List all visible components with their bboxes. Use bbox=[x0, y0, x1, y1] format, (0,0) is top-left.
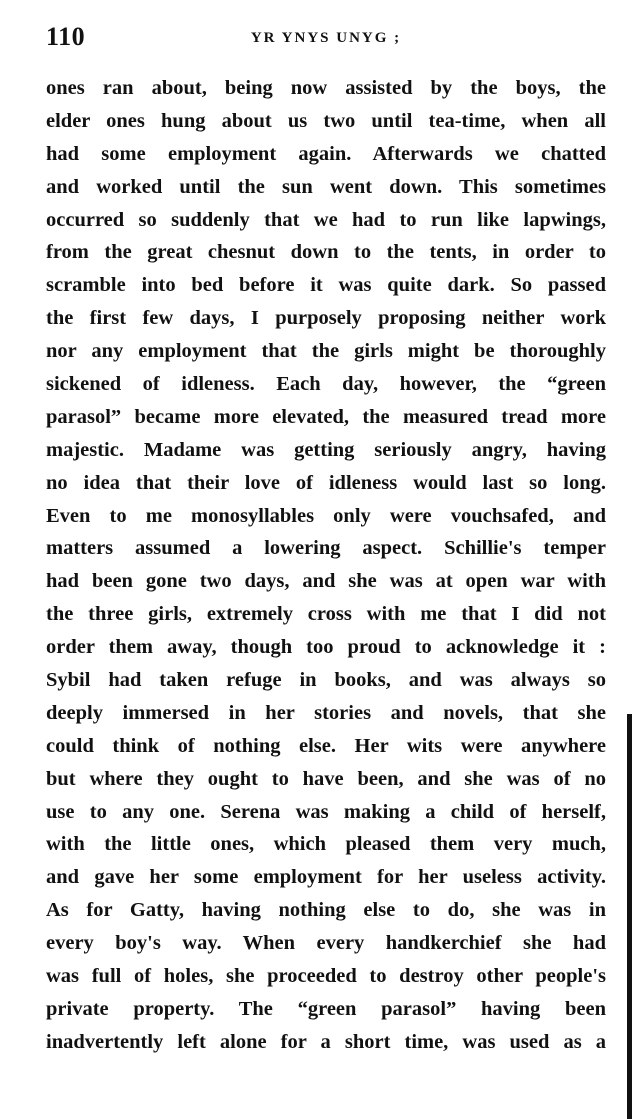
text-line: majestic. Madame was getting seriously angry, having bbox=[46, 438, 606, 461]
text-line: had been gone two days, and she was at open war with bbox=[46, 570, 606, 593]
text-line: elder ones hung about us two until tea-time, when all bbox=[46, 109, 606, 132]
text-line: Even to me monosyllables only were vouchsafed, and bbox=[46, 504, 606, 527]
text-line: nor any employment that the girls might be thoroughly bbox=[46, 340, 606, 363]
text-line: the first few days, I purposely proposing neither work bbox=[46, 307, 606, 330]
page-number: 110 bbox=[46, 22, 86, 51]
text-line: parasol” became more elevated, the measured tread more bbox=[46, 405, 606, 428]
text-line: was full of holes, she proceeded to destroy other people's bbox=[46, 965, 606, 988]
text-line: private property. The “green parasol” having been bbox=[46, 997, 606, 1020]
text-line: matters assumed a lowering aspect. Schillie's temper bbox=[46, 537, 606, 560]
text-line: but where they ought to have been, and she was of no bbox=[46, 767, 606, 790]
text-line: every boy's way. When every handkerchief she had bbox=[46, 932, 606, 955]
text-line: As for Gatty, having nothing else to do, she was in bbox=[46, 899, 606, 922]
text-line: deeply immersed in her stories and novels, that she bbox=[46, 701, 606, 724]
text-line: could think of nothing else. Her wits were anywhere bbox=[46, 734, 606, 757]
text-line: inadvertently left alone for a short time, was used as a bbox=[46, 1030, 606, 1053]
page-edge-shadow bbox=[627, 714, 632, 1119]
running-title: YR YNYS UNYG ; bbox=[250, 30, 402, 46]
text-line: and gave her some employment for her useless activity. bbox=[46, 866, 606, 889]
text-line: Sybil had taken refuge in books, and was always so bbox=[46, 669, 606, 692]
text-line: no idea that their love of idleness would last so long. bbox=[46, 471, 606, 494]
text-line: the three girls, extremely cross with me that I did not bbox=[46, 603, 606, 626]
page-header bbox=[46, 22, 606, 56]
text-line: scramble into bed before it was quite dark. So passed bbox=[46, 274, 606, 297]
text-line: ones ran about, being now assisted by the boys, the bbox=[46, 77, 606, 99]
text-line: from the great chesnut down to the tents, in order to bbox=[46, 241, 606, 264]
text-line: sickened of idleness. Each day, however, the “green bbox=[46, 373, 606, 396]
text-line: use to any one. Serena was making a child of herself, bbox=[46, 800, 606, 823]
text-line: with the little ones, which pleased them very much, bbox=[46, 833, 606, 856]
body-text bbox=[46, 72, 606, 1059]
text-line: had some employment again. Afterwards we chatted bbox=[46, 142, 606, 165]
text-line: and worked until the sun went down. This sometimes bbox=[46, 175, 606, 198]
text-line: occurred so suddenly that we had to run like lapwings, bbox=[46, 208, 606, 231]
text-line: order them away, though too proud to acknowledge it : bbox=[46, 636, 606, 659]
